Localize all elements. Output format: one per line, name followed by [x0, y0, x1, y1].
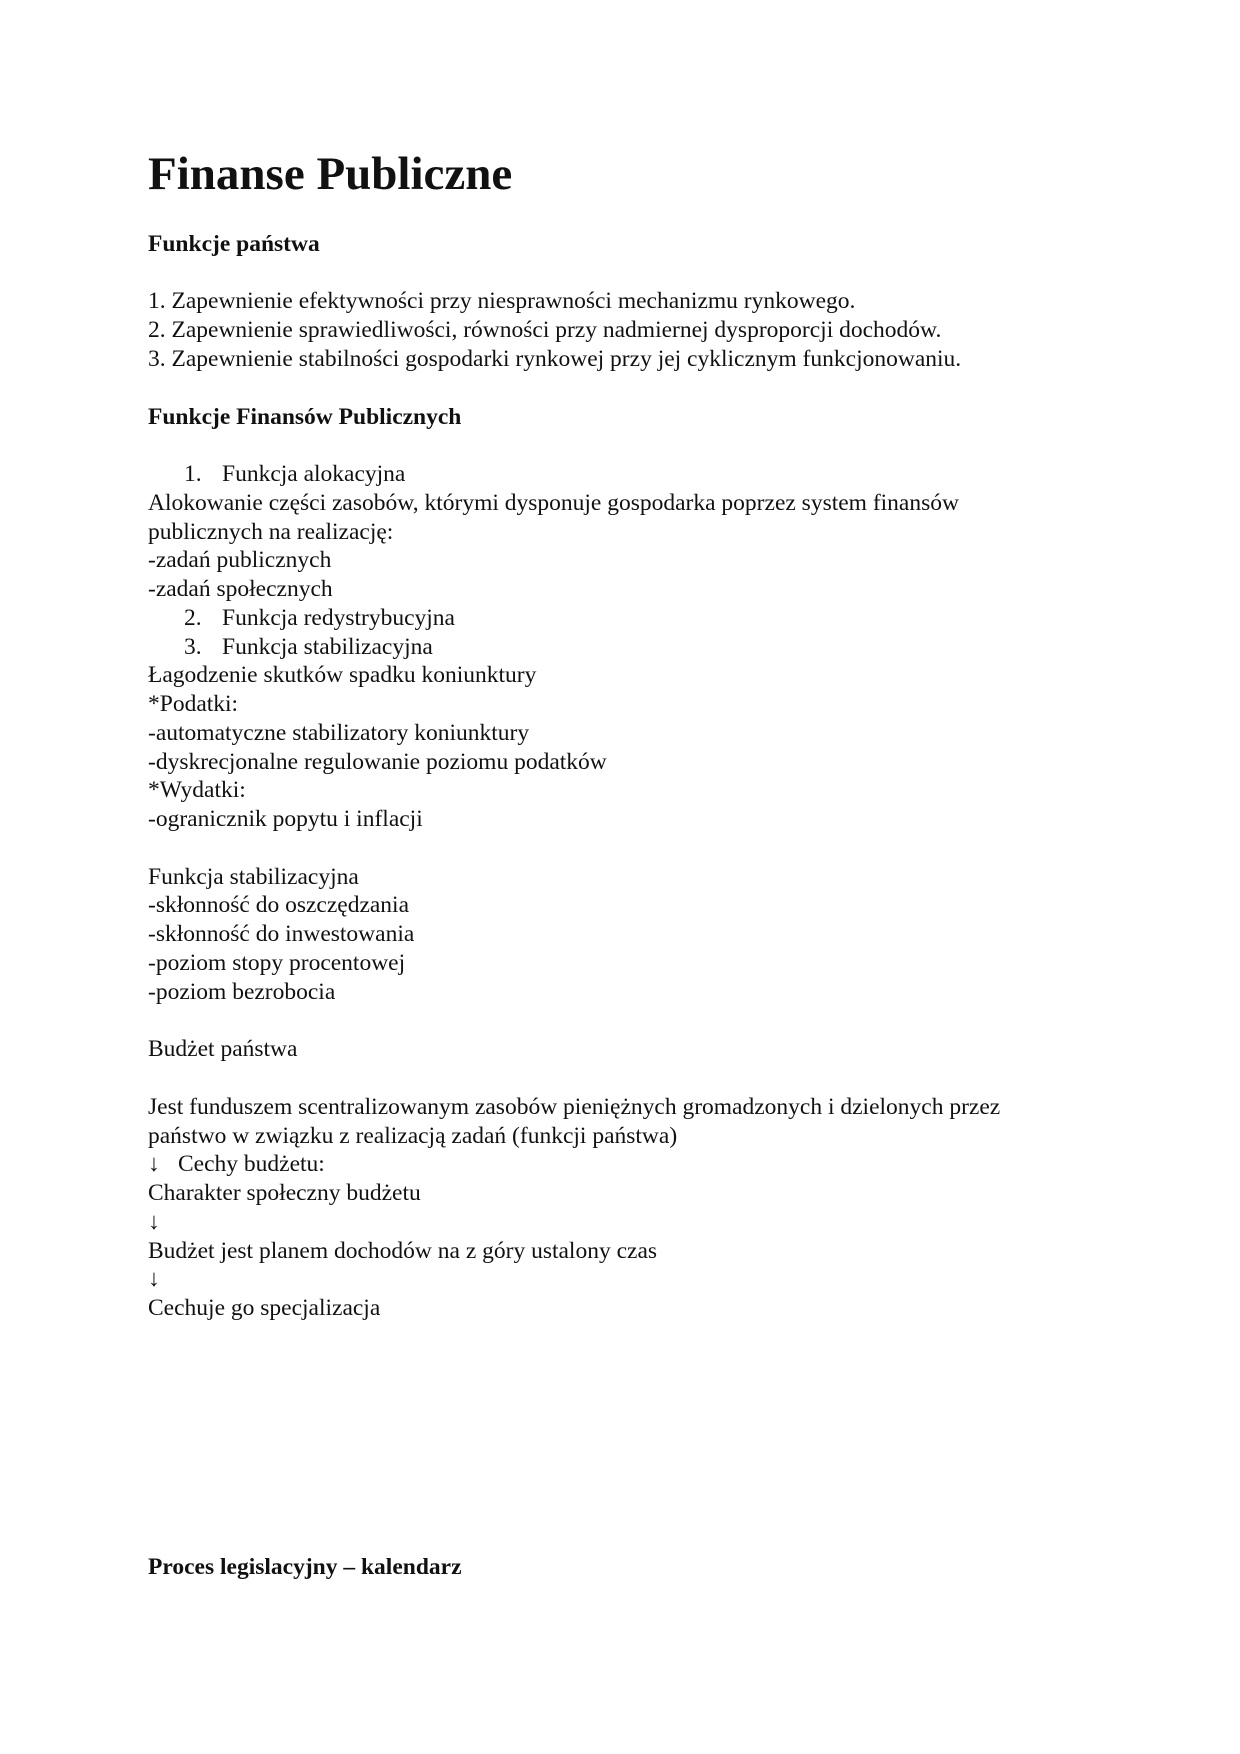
feature-item: Budżet jest planem dochodów na z góry ustalony czas: [148, 1238, 658, 1264]
page-title: Finanse Publiczne: [148, 148, 513, 200]
list-item: -ogranicznik popytu i inflacji: [148, 806, 423, 832]
section-heading-funkcja-stabilizacyjna: Funkcja stabilizacyjna: [148, 864, 359, 890]
item-label: Funkcja stabilizacyjna: [222, 634, 433, 660]
list-item: -dyskrecjonalne regulowanie poziomu podatków: [148, 749, 607, 775]
numbered-item: [184, 604, 455, 633]
paragraph-line: publicznych na realizację:: [148, 519, 394, 545]
paragraph-line: Łagodzenie skutków spadku koniunktury: [148, 662, 537, 688]
section-heading-proces-legislacyjny: Proces legislacyjny – kalendarz: [148, 1554, 462, 1580]
list-item: 3. Zapewnienie stabilności gospodarki rynkowej przy jej cyklicznym funkcjonowaniu.: [148, 346, 962, 372]
section-heading-funkcje-panstwa: Funkcje państwa: [148, 231, 320, 257]
paragraph-line: państwo w związku z realizacją zadań (funkcji państwa): [148, 1123, 678, 1149]
section-heading-budzet-panstwa: Budżet państwa: [148, 1036, 298, 1062]
list-item: 1. Zapewnienie efektywności przy niesprawności mechanizmu rynkowego.: [148, 288, 856, 314]
paragraph-line: Alokowanie części zasobów, którymi dysponuje gospodarka poprzez system finansów: [148, 490, 959, 516]
section-heading-funkcje-finansow: Funkcje Finansów Publicznych: [148, 404, 462, 430]
feature-item: Cechuje go specjalizacja: [148, 1295, 381, 1321]
features-label: Cechy budżetu:: [178, 1151, 325, 1177]
feature-item: Charakter społeczny budżetu: [148, 1180, 421, 1206]
list-item: *Podatki:: [148, 691, 239, 717]
arrow-down-icon: ↓: [148, 1151, 160, 1177]
list-item: -zadań społecznych: [148, 576, 333, 602]
list-item: -skłonność do oszczędzania: [148, 892, 410, 918]
list-item: *Wydatki:: [148, 777, 246, 803]
arrow-down-icon: ↓: [148, 1266, 160, 1292]
item-number: 3.: [184, 634, 202, 660]
list-item: -automatyczne stabilizatory koniunktury: [148, 720, 530, 746]
paragraph-line: Jest funduszem scentralizowanym zasobów pieniężnych gromadzonych i dzielonych przez: [148, 1094, 1001, 1120]
item-number: 2.: [184, 605, 202, 631]
numbered-item: [184, 633, 433, 662]
features-label-line: [148, 1150, 325, 1179]
list-item: 2. Zapewnienie sprawiedliwości, równości przy nadmiernej dysproporcji dochodów.: [148, 317, 942, 343]
list-item: -poziom bezrobocia: [148, 979, 336, 1005]
item-number: 1.: [184, 461, 202, 487]
numbered-item: [184, 460, 405, 489]
item-label: Funkcja alokacyjna: [222, 461, 406, 487]
list-item: -poziom stopy procentowej: [148, 950, 406, 976]
list-item: -skłonność do inwestowania: [148, 921, 415, 947]
list-item: -zadań publicznych: [148, 547, 332, 573]
arrow-down-icon: ↓: [148, 1209, 160, 1235]
item-label: Funkcja redystrybucyjna: [222, 605, 455, 631]
